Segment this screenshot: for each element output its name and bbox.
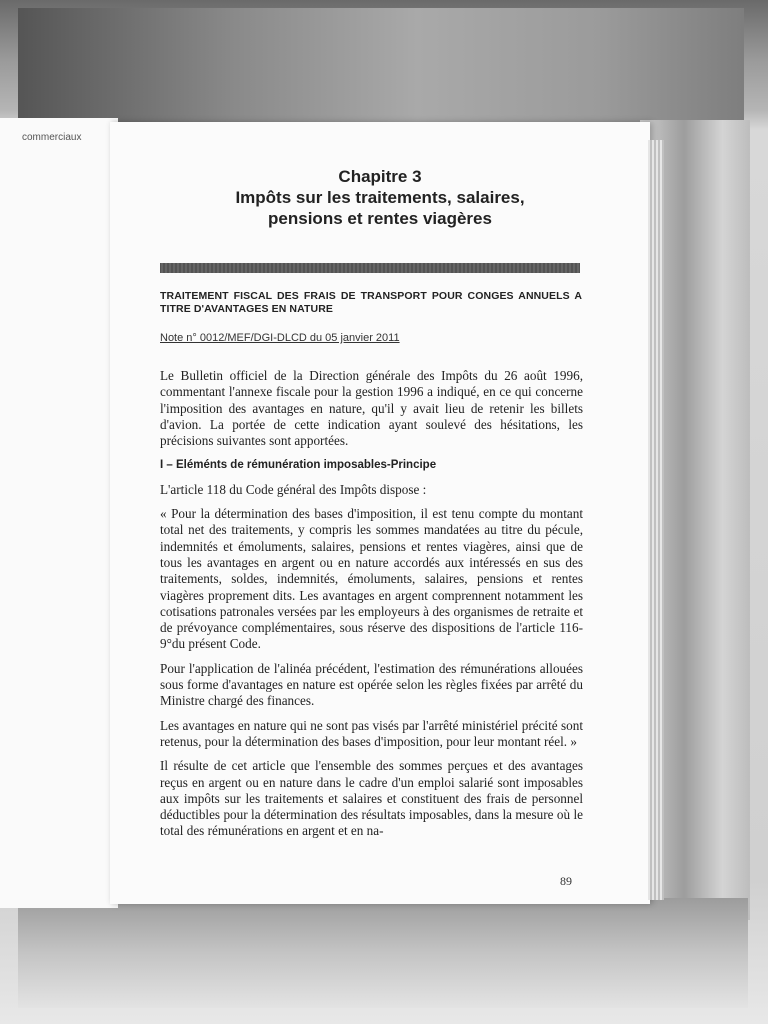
note-reference: Note n° 0012/MEF/DGI-DLCD du 05 janvier 2011	[160, 332, 400, 344]
previous-page	[0, 118, 118, 908]
paragraph-1: Le Bulletin officiel de la Direction générale des Impôts du 26 août 1996, commentant l'annexe fiscale pour la gestion 1996 a indiqué, en ce qui concerne l'imposition des avantages en nature, qu'il y avait lieu de retenir les billets d'avion. La portée de cette indication ayant soulevé des hésitations, les précisions suivantes sont apportées.	[160, 368, 583, 449]
scan-shadow-top	[18, 8, 744, 128]
page-number: 89	[560, 874, 572, 888]
paragraph-4: Pour l'application de l'alinéa précédent, l'estimation des rémunérations allouées sous forme d'avantages en nature est opérée selon les règles fixées par arrêté du Ministre chargé des finances.	[160, 660, 583, 709]
paragraph-3: « Pour la détermination des bases d'imposition, il est tenu compte du montant total net des traitements, y compris les sommes mandatées au titre du pécule, indemnités et émoluments, salaires, pensions et rentes viagères, ainsi que de tous les avantages en argent ou en nature accordés aux intéressés en sus des traitements, soldes, indemnités, émoluments, salaires, pensions et rentes viagères proprement dits. Les avantages en argent comprennent notamment les cotisations patronales versées par les employeurs à des organismes de retraite et de prévoyance complémentaires, sous réserve des dispositions de l'article 116-9°du présent Code.	[160, 506, 583, 652]
paragraph-6: Il résulte de cet article que l'ensemble des sommes perçues et des avantages reçus en argent ou en nature dans le cadre d'un emploi salarié sont imposables aux impôts sur les traitements et salaires et constituent des frais de personnel déductibles pour la détermination des résultats imposables, dans la mesure où le total des rémunérations en argent et en na-	[160, 758, 583, 839]
subheading-1: I – Eléménts de rémunération imposables-Principe	[160, 459, 437, 472]
page-edge	[648, 140, 664, 900]
paragraph-5: Les avantages en nature qui ne sont pas visés par l'arrêté ministériel précité sont retenus, pour la détermination des bases d'imposition, pour leur montant réel. »	[160, 717, 583, 749]
section-title: TRAITEMENT FISCAL DES FRAIS DE TRANSPORT POUR CONGES ANNUELS A TITRE D'AVANTAGES EN NATURE	[160, 290, 582, 315]
chapter-title-line2: pensions et rentes viagères	[268, 209, 492, 228]
body-text	[160, 368, 583, 848]
chapter-title-line1: Impôts sur les traitements, salaires,	[235, 188, 525, 207]
scan-shadow-bottom	[18, 898, 748, 1008]
margin-header: commerciaux	[22, 132, 82, 143]
section-divider-bar	[160, 263, 580, 273]
paragraph-2: L'article 118 du Code général des Impôts dispose :	[160, 481, 427, 497]
chapter-number: Chapitre 3	[338, 167, 422, 186]
chapter-heading	[110, 166, 650, 229]
